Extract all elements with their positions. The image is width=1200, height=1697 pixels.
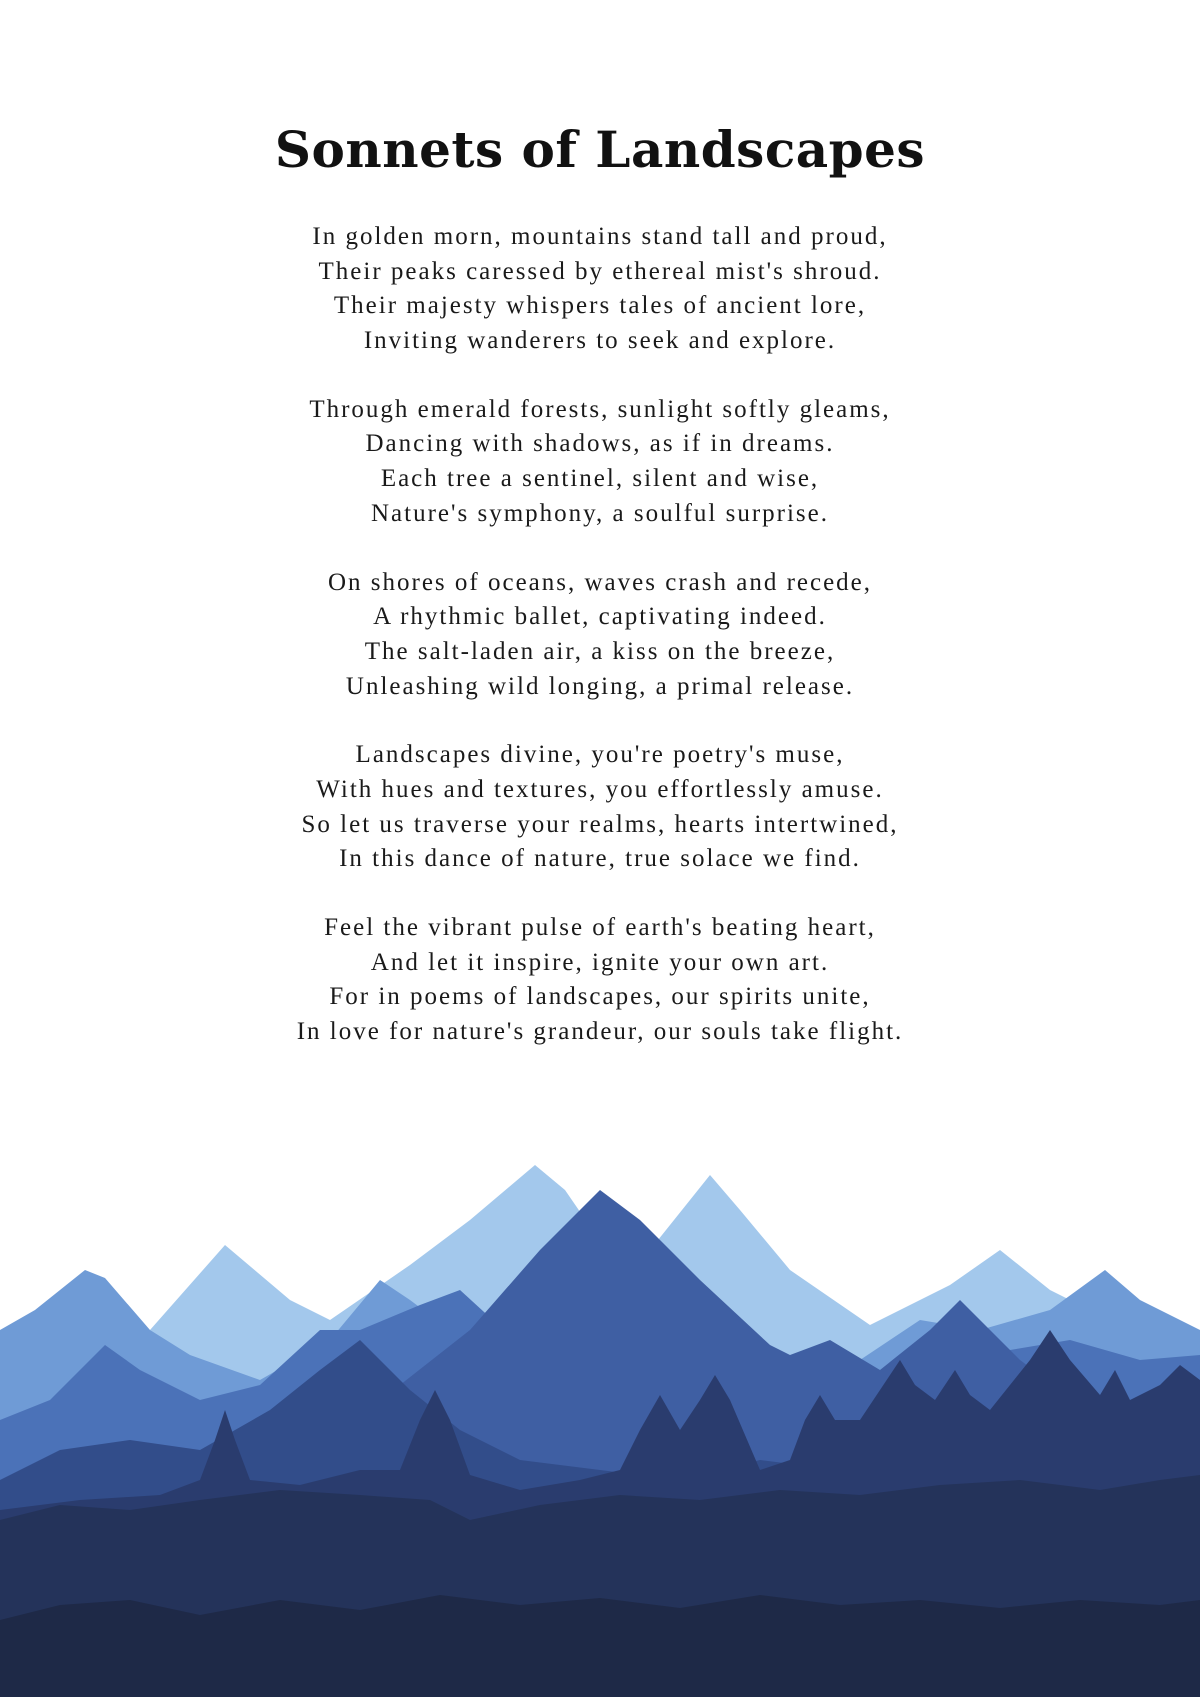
poem-line: Landscapes divine, you're poetry's muse, [355, 741, 845, 769]
stanza [0, 220, 1200, 359]
poem-line: With hues and textures, you effortlessly amuse. [316, 775, 884, 803]
poem-line: The salt-laden air, a kiss on the breeze, [364, 637, 836, 665]
page-title: Sonnets of Landscapes [274, 120, 926, 179]
poem-line: Their majesty whispers tales of ancient lore, [333, 292, 867, 320]
poem-line: Unleashing wild longing, a primal release. [345, 672, 855, 700]
poem-body [0, 220, 1200, 1084]
poem-line: Their peaks caressed by ethereal mist's shroud. [318, 257, 882, 285]
poem-line: Nature's symphony, a soulful surprise. [371, 499, 829, 527]
stanza [0, 911, 1200, 1050]
stanza [0, 393, 1200, 532]
stanza [0, 566, 1200, 705]
poem-line: In this dance of nature, true solace we find. [339, 845, 861, 873]
poem-line: In love for nature's grandeur, our souls take flight. [296, 1018, 904, 1046]
poem-line: Inviting wanderers to seek and explore. [363, 327, 837, 355]
poem-line: Through emerald forests, sunlight softly gleams, [309, 395, 891, 423]
poem-line: A rhythmic ballet, captivating indeed. [373, 603, 827, 631]
poem-line: For in poems of landscapes, our spirits unite, [329, 983, 871, 1011]
poem-line: Each tree a sentinel, silent and wise, [380, 465, 820, 493]
mountain-landscape-illustration [0, 1150, 1200, 1697]
stanza [0, 738, 1200, 877]
poem-line: So let us traverse your realms, hearts intertwined, [301, 810, 899, 838]
poem-line: Dancing with shadows, as if in dreams. [365, 430, 835, 458]
poem-line: Feel the vibrant pulse of earth's beating heart, [324, 914, 876, 941]
poem-line: In golden morn, mountains stand tall and proud, [312, 223, 888, 250]
poem-line: And let it inspire, ignite your own art. [370, 948, 830, 976]
poem-line: On shores of oceans, waves crash and recede, [327, 568, 873, 596]
